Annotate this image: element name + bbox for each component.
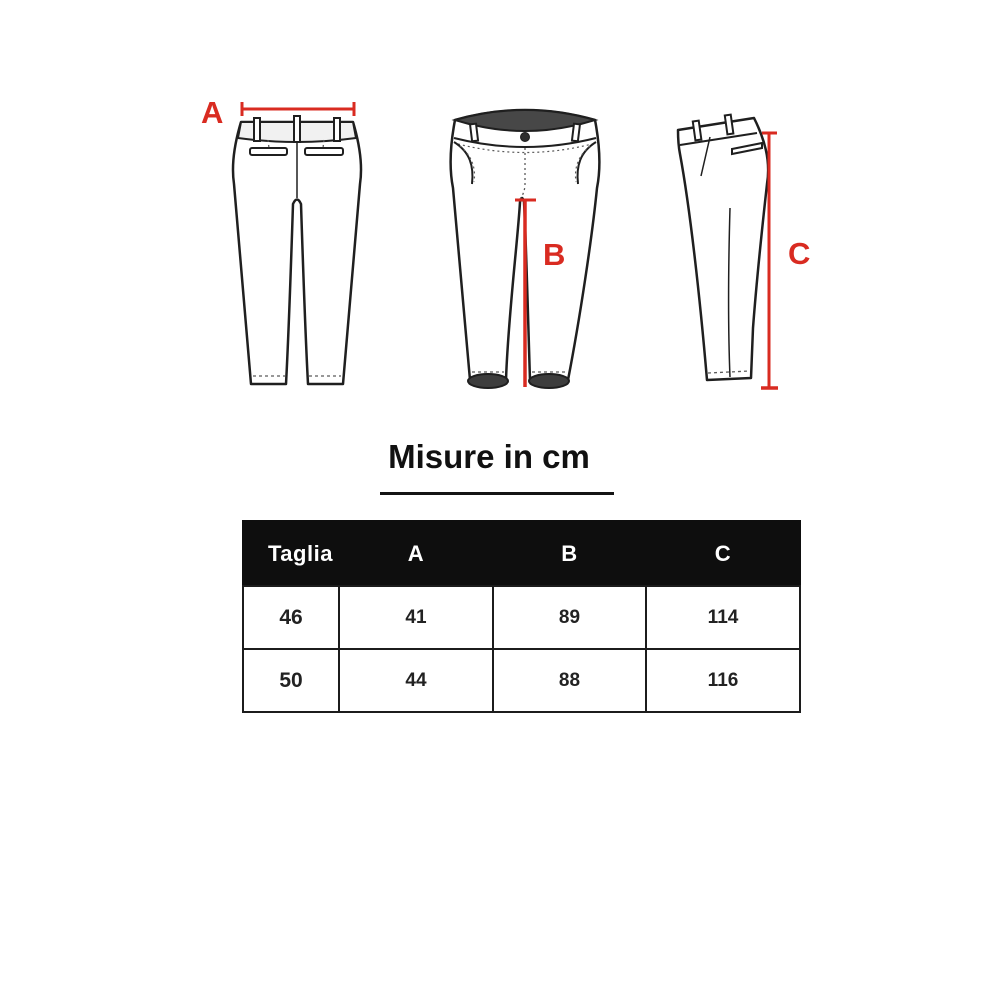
pants-back-view-figure — [195, 88, 395, 410]
cell-a: 41 — [339, 586, 493, 649]
measure-a-arrow — [242, 102, 354, 116]
heading-underline — [380, 492, 614, 495]
pants-front-view-figure — [440, 88, 610, 410]
front-hem-openings — [468, 374, 569, 388]
page-title: Misure in cm — [388, 438, 590, 475]
cell-taglia: 46 — [243, 586, 339, 649]
table-row-size-46 — [243, 586, 800, 649]
column-header-a: A — [339, 521, 493, 586]
cell-b: 88 — [493, 649, 646, 712]
column-header-c: C — [646, 521, 800, 586]
size-table — [242, 520, 801, 713]
table-row-size-50 — [243, 649, 800, 712]
measure-label-a: A — [201, 95, 224, 130]
measure-label-b: B — [543, 237, 566, 272]
front-button — [521, 133, 530, 142]
pants-front-view-drawing — [440, 88, 610, 410]
column-header-taglia: Taglia — [243, 521, 339, 586]
cell-c: 114 — [646, 586, 800, 649]
pants-side-outline — [678, 118, 768, 380]
column-header-b: B — [493, 521, 646, 586]
pants-back-view-drawing — [195, 88, 395, 410]
cell-taglia: 50 — [243, 649, 339, 712]
cell-b: 89 — [493, 586, 646, 649]
cell-c: 116 — [646, 649, 800, 712]
measure-label-c: C — [788, 236, 811, 271]
cell-a: 44 — [339, 649, 493, 712]
size-table-header-row — [243, 521, 800, 586]
